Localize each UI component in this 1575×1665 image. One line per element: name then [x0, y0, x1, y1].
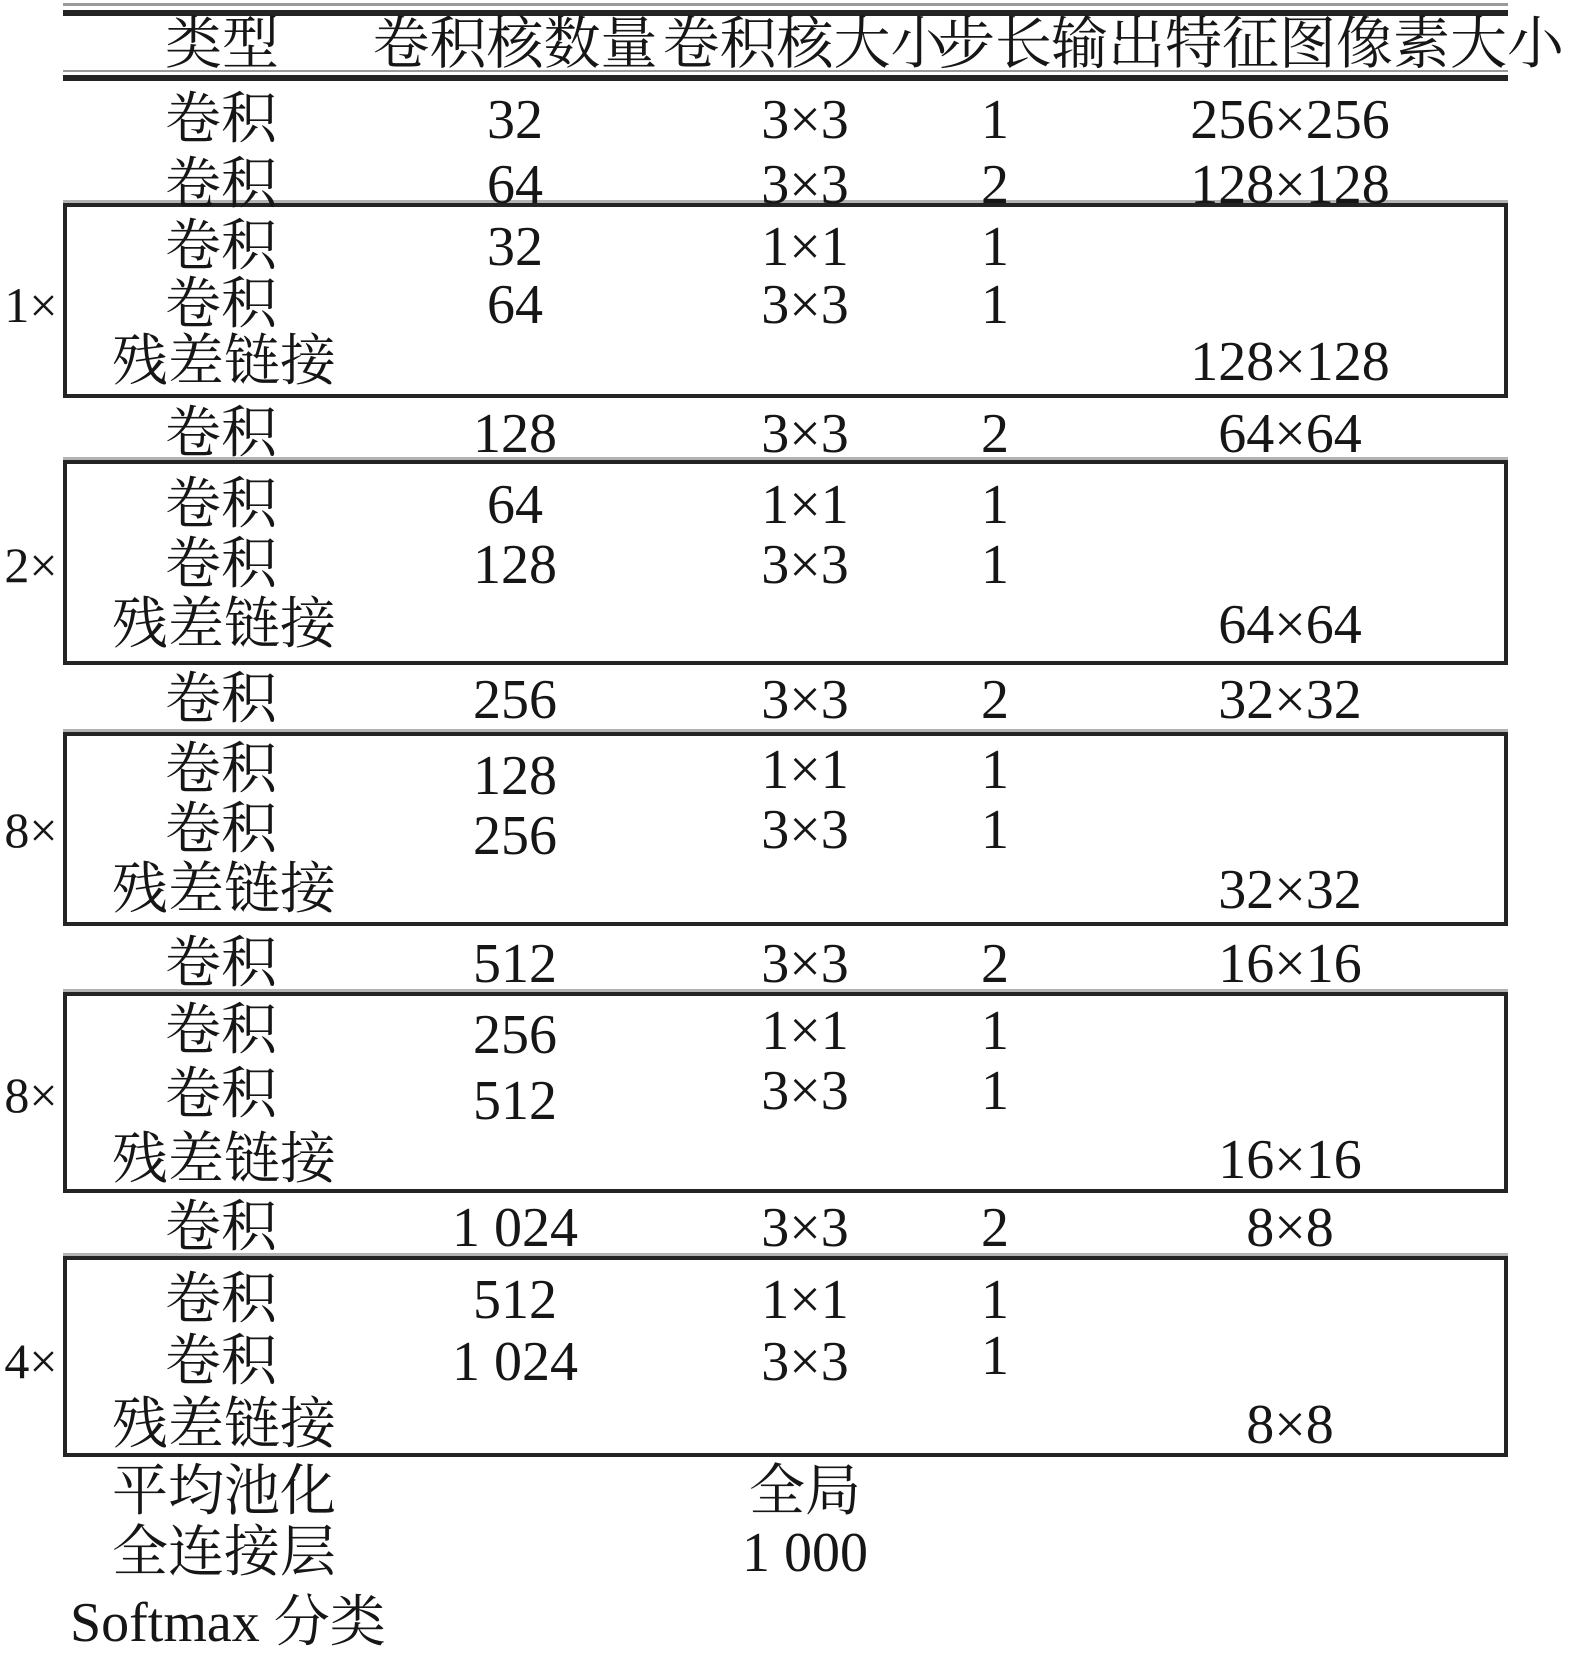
fc-row-size: 1 000 — [742, 1522, 868, 1584]
block-4-conv-expand-stride: 1 — [981, 1060, 1009, 1122]
block-5-conv-reduce-filters: 512 — [473, 1269, 557, 1331]
down-row-3-filters: 512 — [473, 933, 557, 995]
block-4-conv-reduce-type: 卷积 — [165, 1000, 277, 1062]
block-2-conv-reduce-filters: 64 — [487, 474, 543, 536]
block-3-conv-expand-size: 3×3 — [761, 799, 849, 861]
block-3-conv-reduce-filters: 128 — [473, 745, 557, 807]
stem-row-2-type: 卷积 — [165, 154, 277, 216]
block-3-residual-type: 残差链接 — [112, 859, 336, 921]
block-1-conv-reduce-filters: 32 — [487, 216, 543, 278]
down-row-1-filters: 128 — [473, 403, 557, 465]
block-multiplier-4: 8× — [4, 1067, 58, 1123]
stem-row-1-type: 卷积 — [165, 89, 277, 151]
down-row-3-stride: 2 — [981, 933, 1009, 995]
block-3-residual-output: 32×32 — [1218, 859, 1362, 921]
block-multiplier-2: 2× — [4, 537, 58, 593]
block-1-conv-expand-stride: 1 — [981, 274, 1009, 336]
block-5-conv-reduce-type: 卷积 — [165, 1269, 277, 1331]
down-row-2-stride: 2 — [981, 669, 1009, 731]
block-1-residual-output: 128×128 — [1190, 331, 1390, 393]
block-2-conv-expand-type: 卷积 — [165, 534, 277, 596]
down-row-4-type: 卷积 — [165, 1197, 277, 1259]
block-3-conv-expand-stride: 1 — [981, 799, 1009, 861]
block-2-conv-expand-stride: 1 — [981, 534, 1009, 596]
block-2-conv-reduce-size: 1×1 — [761, 474, 849, 536]
col-header-stride: 步长 — [938, 13, 1052, 76]
block-2-conv-reduce-type: 卷积 — [165, 474, 277, 536]
down-row-4-size: 3×3 — [761, 1197, 849, 1259]
block-1-residual-type: 残差链接 — [112, 331, 336, 393]
block-1-conv-reduce-type: 卷积 — [165, 216, 277, 278]
down-row-2-filters: 256 — [473, 669, 557, 731]
block-4-conv-reduce-stride: 1 — [981, 1000, 1009, 1062]
block-1-conv-expand-type: 卷积 — [165, 274, 277, 336]
stem-row-1-size: 3×3 — [761, 89, 849, 151]
block-4-conv-reduce-size: 1×1 — [761, 1000, 849, 1062]
down-row-1-type: 卷积 — [165, 403, 277, 465]
down-row-4-filters: 1 024 — [452, 1197, 578, 1259]
down-row-2-type: 卷积 — [165, 669, 277, 731]
block-3-conv-reduce-stride: 1 — [981, 739, 1009, 801]
block-2-conv-expand-filters: 128 — [473, 534, 557, 596]
block-5-conv-reduce-stride: 1 — [981, 1269, 1009, 1331]
block-multiplier-1: 1× — [4, 277, 58, 333]
block-5-conv-expand-size: 3×3 — [761, 1331, 849, 1393]
block-1-conv-reduce-stride: 1 — [981, 216, 1009, 278]
block-4-conv-expand-size: 3×3 — [761, 1060, 849, 1122]
block-2-residual-output: 64×64 — [1218, 594, 1362, 656]
stem-row-2-output: 128×128 — [1190, 154, 1390, 216]
block-4-conv-reduce-filters: 256 — [473, 1004, 557, 1066]
block-4-conv-expand-filters: 512 — [473, 1070, 557, 1132]
down-row-2-output: 32×32 — [1218, 669, 1362, 731]
block-5-residual-type: 残差链接 — [112, 1394, 336, 1456]
down-row-3-type: 卷积 — [165, 933, 277, 995]
avgpool-row-size: 全局 — [749, 1461, 861, 1523]
block-5-conv-expand-filters: 1 024 — [452, 1331, 578, 1393]
stem-row-2-filters: 64 — [487, 154, 543, 216]
stem-row-1-output: 256×256 — [1190, 89, 1390, 151]
block-2-conv-expand-size: 3×3 — [761, 534, 849, 596]
col-header-output: 输出特征图像素大小 — [1051, 13, 1564, 76]
block-3-conv-reduce-type: 卷积 — [165, 739, 277, 801]
block-4-residual-output: 16×16 — [1218, 1129, 1362, 1191]
stem-row-1-stride: 1 — [981, 89, 1009, 151]
down-row-1-output: 64×64 — [1218, 403, 1362, 465]
block-5-conv-expand-stride: 1 — [981, 1325, 1009, 1387]
down-row-2-size: 3×3 — [761, 669, 849, 731]
block-1-conv-reduce-size: 1×1 — [761, 216, 849, 278]
down-row-4-output: 8×8 — [1246, 1197, 1334, 1259]
down-row-3-size: 3×3 — [761, 933, 849, 995]
down-row-1-stride: 2 — [981, 403, 1009, 465]
block-3-conv-expand-filters: 256 — [473, 805, 557, 867]
block-3-conv-reduce-size: 1×1 — [761, 739, 849, 801]
fc-row-type: 全连接层 — [112, 1522, 336, 1584]
block-3-conv-expand-type: 卷积 — [165, 799, 277, 861]
block-1-conv-expand-filters: 64 — [487, 274, 543, 336]
stem-row-2-size: 3×3 — [761, 154, 849, 216]
down-row-3-output: 16×16 — [1218, 933, 1362, 995]
col-header-filters: 卷积核数量 — [372, 13, 658, 76]
block-5-conv-reduce-size: 1×1 — [761, 1269, 849, 1331]
block-multiplier-5: 4× — [4, 1333, 58, 1389]
stem-row-1-filters: 32 — [487, 89, 543, 151]
block-5-conv-expand-type: 卷积 — [165, 1331, 277, 1393]
block-multiplier-3: 8× — [4, 802, 58, 858]
block-5-residual-output: 8×8 — [1246, 1394, 1334, 1456]
block-4-residual-type: 残差链接 — [112, 1129, 336, 1191]
stem-row-2-stride: 2 — [981, 154, 1009, 216]
block-4-conv-expand-type: 卷积 — [165, 1064, 277, 1126]
avgpool-row-type: 平均池化 — [112, 1461, 336, 1523]
block-1-conv-expand-size: 3×3 — [761, 274, 849, 336]
down-row-1-size: 3×3 — [761, 403, 849, 465]
block-2-conv-reduce-stride: 1 — [981, 474, 1009, 536]
col-header-size: 卷积核大小 — [662, 13, 948, 76]
down-row-4-stride: 2 — [981, 1197, 1009, 1259]
col-header-type: 类型 — [165, 13, 279, 76]
block-2-residual-type: 残差链接 — [112, 594, 336, 656]
softmax-row-type: Softmax 分类 — [70, 1592, 386, 1654]
